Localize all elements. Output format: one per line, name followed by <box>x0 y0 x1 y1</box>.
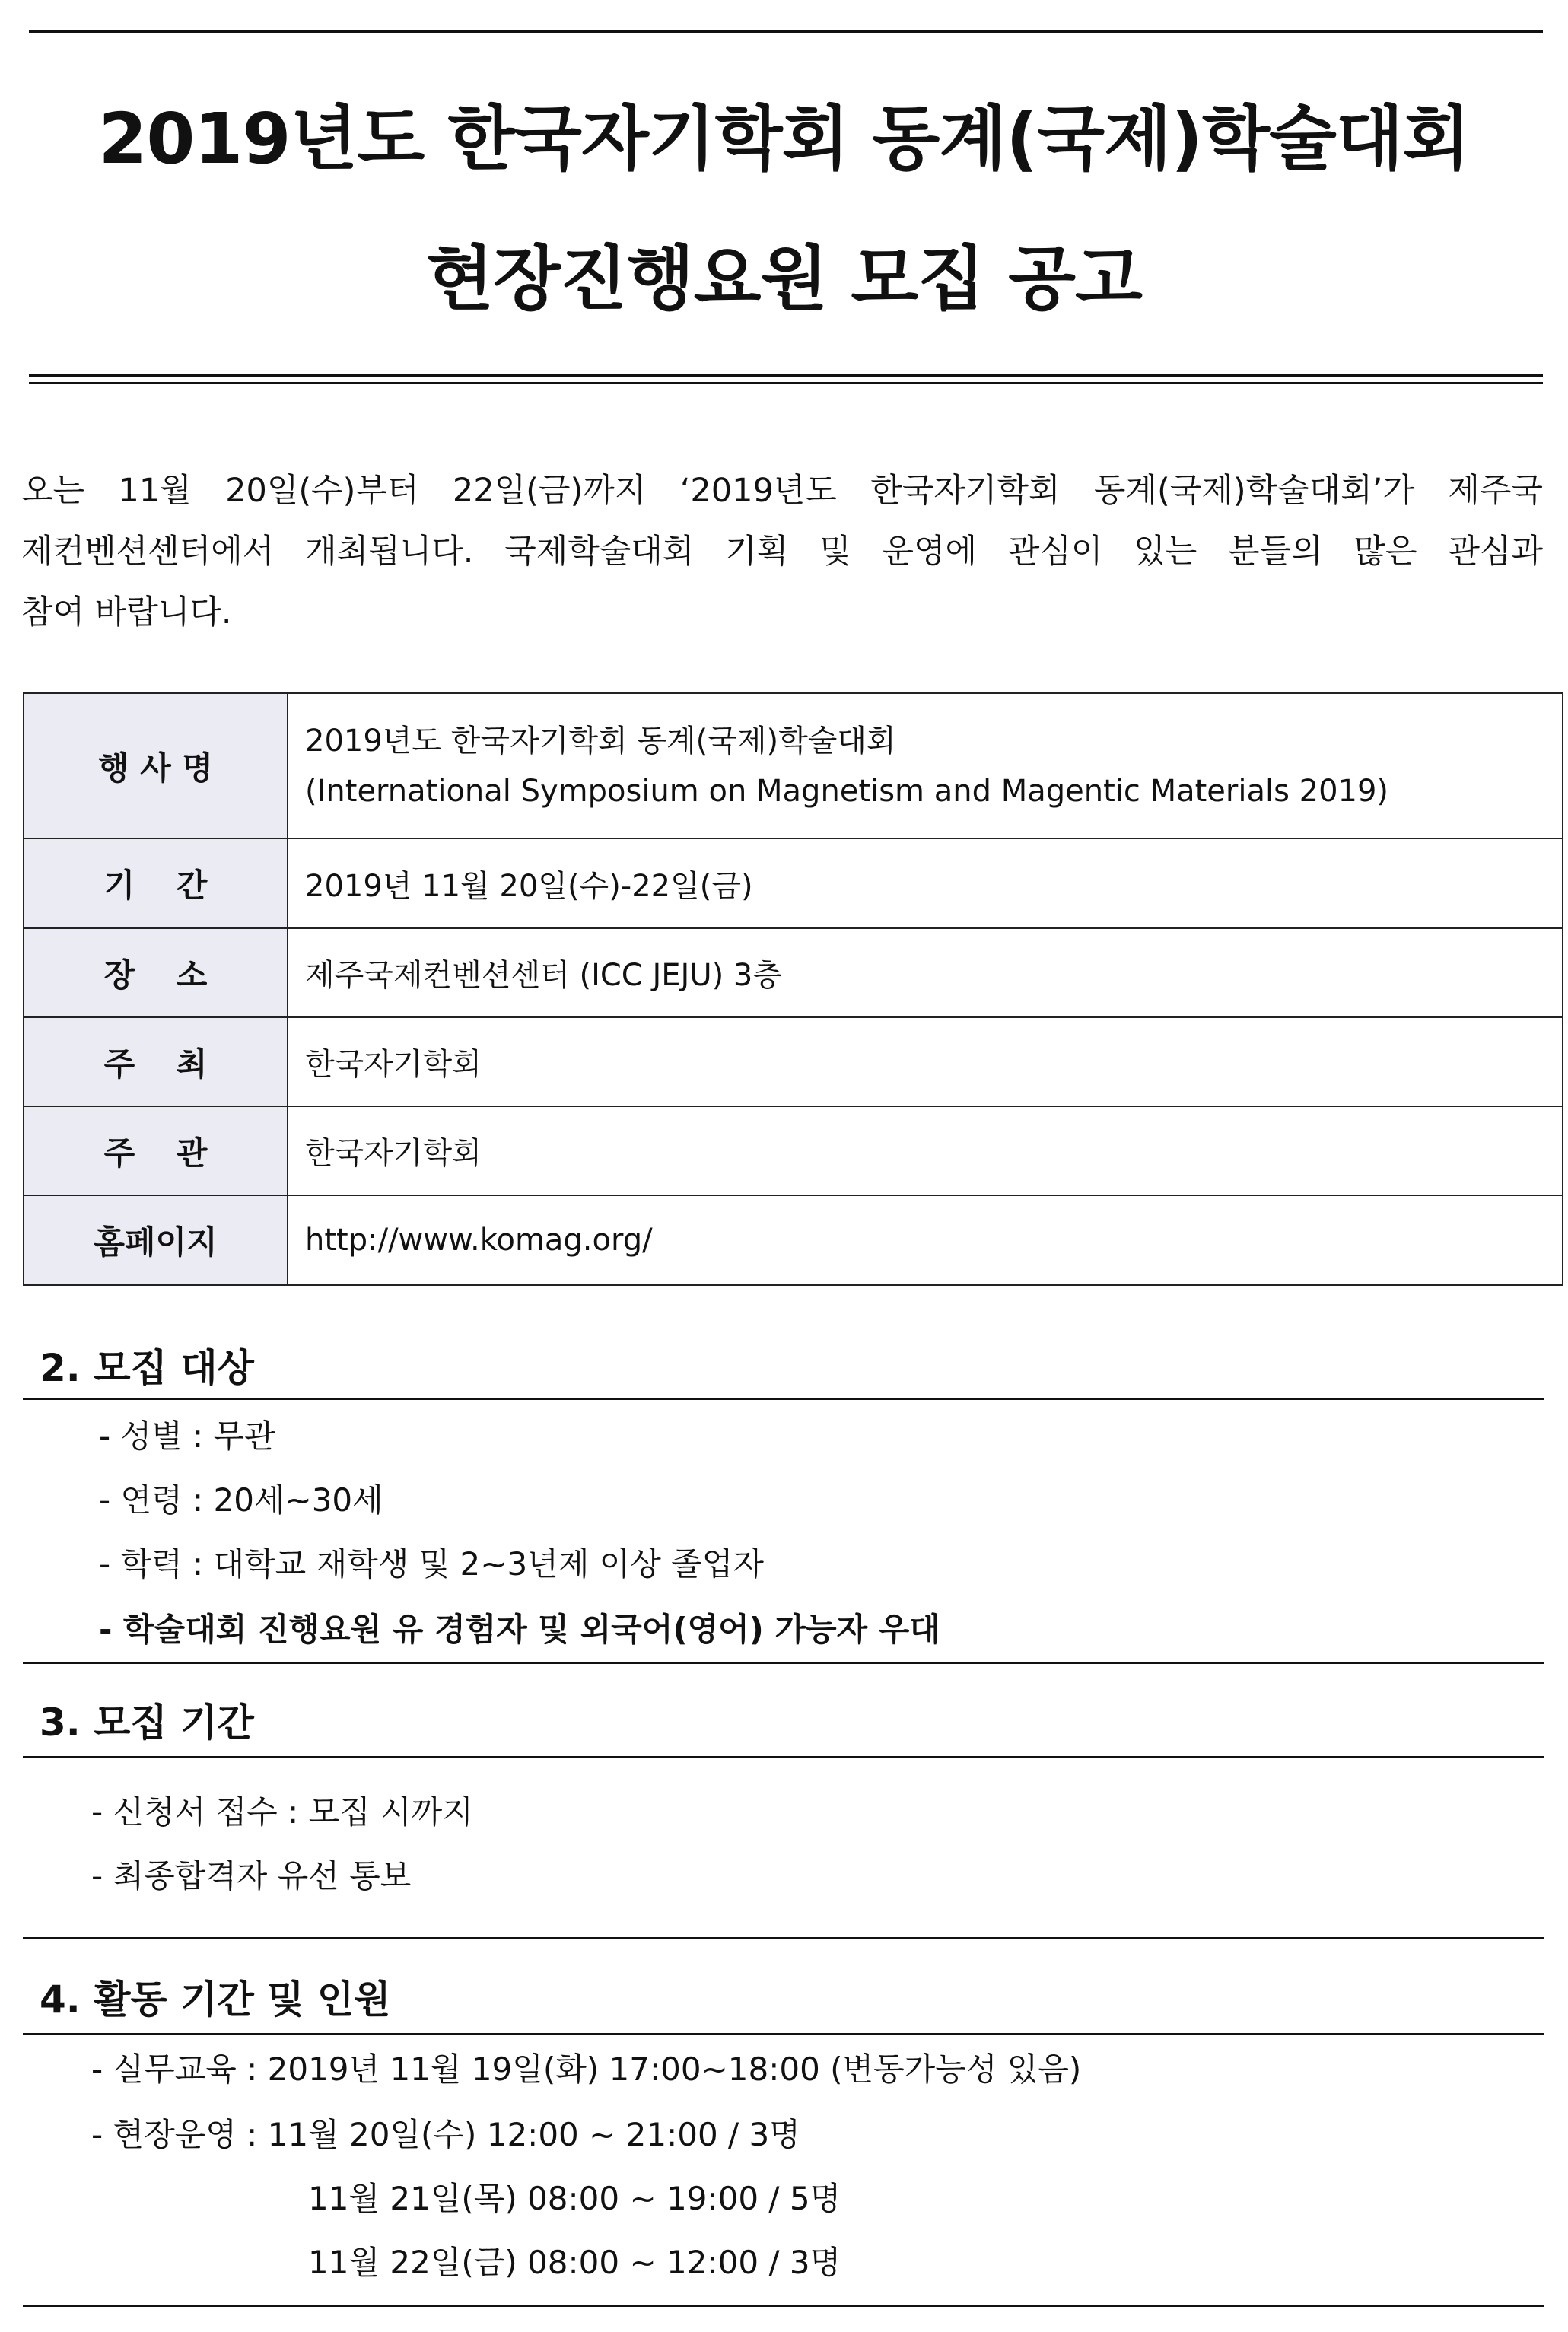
section4-heading: 4. 활동 기간 및 인원 <box>40 1977 391 2022</box>
event-name-ko: 2019년도 한국자기학회 동계(국제)학술대회 <box>305 723 896 759</box>
title-bottom-rule-thick <box>29 374 1543 377</box>
venue-label: 장 소 <box>24 928 288 1017</box>
homepage-link[interactable]: http://www.komag.org/ <box>288 1195 1563 1285</box>
section2-item-2: - 연령 : 20세~30세 <box>99 1481 383 1519</box>
table-row-host <box>24 1017 1563 1106</box>
table-row-period <box>24 838 1563 928</box>
title-top-rule <box>29 30 1543 33</box>
section2-item-1: - 성별 : 무관 <box>99 1417 275 1455</box>
section3-item-2: - 최종합격자 유선 통보 <box>91 1857 412 1895</box>
section4-item-2: - 현장운영 : 11월 20일(수) 12:00 ~ 21:00 / 3명 <box>91 2116 800 2153</box>
section4-rule-top <box>23 2033 1544 2035</box>
table-row-organizer <box>24 1106 1563 1195</box>
event-info-table <box>23 692 1563 1286</box>
section2-item-4: - 학술대회 진행요원 유 경험자 및 외국어(영어) 가능자 우대 <box>99 1611 940 1648</box>
section3-item-1: - 신청서 접수 : 모집 시까지 <box>91 1793 473 1831</box>
section2-rule-top <box>23 1398 1544 1400</box>
table-row-event <box>24 693 1563 838</box>
host-label: 주 최 <box>24 1017 288 1106</box>
venue-value: 제주국제컨벤션센터 (ICC JEJU) 3층 <box>288 928 1563 1017</box>
period-value: 2019년 11월 20일(수)-22일(금) <box>288 838 1563 928</box>
organizer-label: 주 관 <box>24 1106 288 1195</box>
section3-rule-top <box>23 1756 1544 1758</box>
section4-item-3: 11월 21일(목) 08:00 ~ 19:00 / 5명 <box>308 2180 841 2217</box>
section4-item-1: - 실무교육 : 2019년 11월 19일(화) 17:00~18:00 (변동가능성 있음) <box>91 2050 1082 2088</box>
title-bottom-rule-thin <box>29 382 1543 384</box>
section2-rule-bottom <box>23 1662 1544 1664</box>
intro-line-1: 오는 11월 20일(수)부터 22일(금)까지 ‘2019년도 한국자기학회 동계(국제)학술대회’가 제주국 <box>21 472 1543 510</box>
event-name-label: 행 사 명 <box>24 693 288 838</box>
section4-item-4: 11월 22일(금) 08:00 ~ 12:00 / 3명 <box>308 2244 841 2281</box>
section3-heading: 3. 모집 기간 <box>40 1700 254 1745</box>
homepage-label: 홈페이지 <box>24 1195 288 1285</box>
intro-line-3: 참여 바랍니다. <box>21 593 232 632</box>
section2-heading: 2. 모집 대상 <box>40 1346 254 1390</box>
table-row-homepage <box>24 1195 1563 1285</box>
page-title-line1: 2019년도 한국자기학회 동계(국제)학술대회 <box>98 98 1470 180</box>
table-row-venue <box>24 928 1563 1017</box>
page-title-line2: 현장진행요원 모집 공고 <box>426 238 1142 320</box>
host-value: 한국자기학회 <box>288 1017 1563 1106</box>
period-label: 기 간 <box>24 838 288 928</box>
section2-item-3: - 학력 : 대학교 재학생 및 2~3년제 이상 졸업자 <box>99 1545 764 1583</box>
section3-rule-bottom <box>23 1937 1544 1939</box>
organizer-value: 한국자기학회 <box>288 1106 1563 1195</box>
event-name-en: (International Symposium on Magnetism and Magentic Materials 2019) <box>305 773 1389 809</box>
intro-line-2: 제컨벤션센터에서 개최됩니다. 국제학술대회 기획 및 운영에 관심이 있는 분들의 많은 관심과 <box>21 533 1543 571</box>
section4-rule-bottom <box>23 2305 1544 2307</box>
event-name-value <box>288 693 1563 838</box>
